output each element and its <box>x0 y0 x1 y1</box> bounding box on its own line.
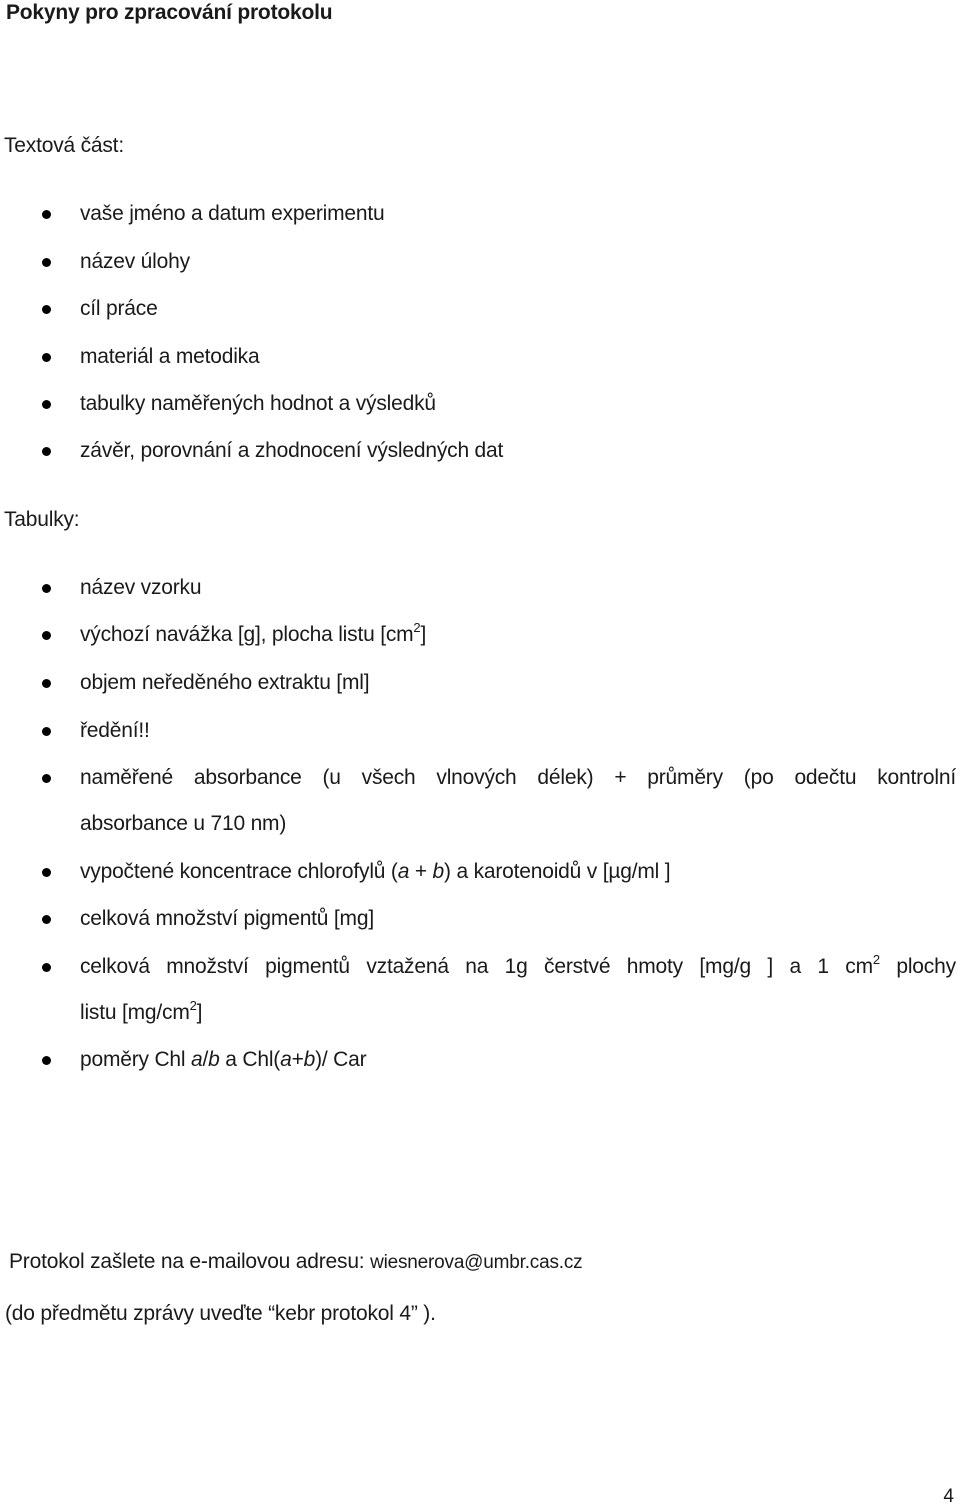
bullet-icon <box>42 679 51 688</box>
page-title: Pokyny pro zpracování protokolu <box>6 1 333 24</box>
footer-send-instruction: Protokol zašlete na e-mailovou adresu: wiesnerova@umbr.cas.cz <box>9 1250 583 1273</box>
bullet-icon <box>42 727 51 736</box>
bullet-icon <box>42 868 51 877</box>
bullet-icon <box>42 447 51 456</box>
section-heading-tabulky: Tabulky: <box>4 508 80 531</box>
justified-line: celková množství pigmentů vztažená na 1g čerstvé hmoty [mg/g ] a 1 $cm^2$ plochy <box>80 952 956 978</box>
bullet-icon <box>42 353 51 362</box>
bullet-icon <box>42 258 51 267</box>
bullet-icon <box>42 210 51 219</box>
section-heading-textova-cast: Textová část: <box>4 134 124 157</box>
page-number: 4 <box>943 1486 954 1507</box>
justified-line: naměřené absorbance (u všech vlnových délek) + průměry (po odečtu kontrolní <box>80 766 956 789</box>
bullet-icon <box>42 400 51 409</box>
bullet-icon <box>42 584 51 593</box>
bullet-icon <box>42 305 51 314</box>
footer-subject-note: (do předmětu zprávy uveďte “kebr protokol 4” ). <box>5 1302 436 1325</box>
bullet-icon <box>42 774 51 783</box>
bullet-icon <box>42 1056 51 1065</box>
bullet-icon <box>42 915 51 924</box>
bullet-icon <box>42 963 51 972</box>
email-link[interactable]: wiesnerova@umbr.cas.cz <box>370 1252 583 1273</box>
bullet-icon <box>42 631 51 640</box>
